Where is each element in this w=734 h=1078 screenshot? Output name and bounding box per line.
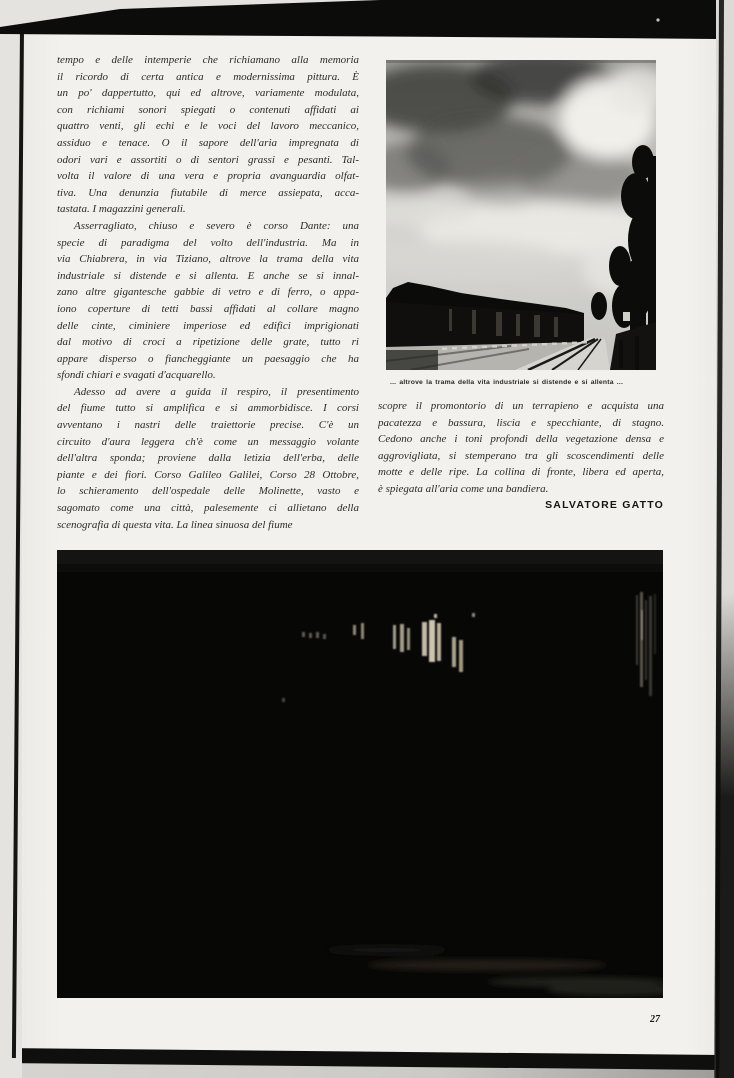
text-line: tempo e delle intemperie che richiamano alla memoria xyxy=(57,54,359,66)
text-line: assiduo e tenace. O il sapore dell'aria impregnata di xyxy=(57,136,359,149)
night-street-photo-art xyxy=(57,550,663,998)
paragraph xyxy=(378,398,664,497)
text-line: del fiume tutto si amplifica e si ammorbidisce. I corsi xyxy=(57,402,359,415)
text-line: sagomato come una città, palesemente ci allietano della xyxy=(57,502,359,515)
text-line: con richiami sonori spiegati o contenuti affidati ai xyxy=(57,103,359,116)
text-line: tastata. I magazzini generali. xyxy=(57,203,186,216)
industrial-road-photo xyxy=(386,60,656,370)
text-line: pacatezza e bassura, liscia e specchiante, di stagno. xyxy=(378,416,664,429)
paragraph xyxy=(57,384,359,533)
paragraph xyxy=(57,52,359,218)
text-line: appare disperso o fiancheggiante un paesaggio che ha xyxy=(57,352,359,365)
text-line: specie di paradigma del volto dell'industria. Ma in xyxy=(57,236,359,249)
text-line: è spiegata all'aria come una bandiera. xyxy=(378,482,549,495)
text-line: dal motivo di croci a ripetizione delle grate, tutto ri xyxy=(57,336,359,349)
text-line: circuito d'aura leggera ch'è come un messaggio volante xyxy=(57,435,359,448)
text-line: iono coperture di tetti bassi affidati al collare magno xyxy=(57,302,359,315)
text-line: piante e dei fiori. Corso Galileo Galilei, Corso 28 Ottobre, xyxy=(57,468,359,481)
text-line: zano altre gigantesche gabbie di vetro e di ferro, o appa- xyxy=(57,286,359,299)
text-line: dell'altra sponda; proviene dalla letizia dell'erba, delle xyxy=(57,452,359,465)
text-line: scenografia di questa vita. La linea sinuosa del fiume xyxy=(57,518,293,531)
text-line: quattro venti, gli echi e le voci del lavoro meccanico, xyxy=(57,120,359,133)
text-line: un po' dappertutto, qui ed altrove, variamente modulata, xyxy=(57,87,359,100)
text-line: tiva. Una denunzia fiutabile di merce assiepata, acca- xyxy=(57,186,359,199)
text-line: Asserragliato, chiuso e severo è corso Dante: una xyxy=(74,219,359,232)
text-line: delle cinte, ciminiere imperiose ed edifici imprigionati xyxy=(57,319,359,332)
text-line: industriale si distende e si allenta. E anche se si innal- xyxy=(57,269,359,282)
scan-right-shadow xyxy=(716,0,734,1078)
text-line: sfondi chiari e svagati d'acquarello. xyxy=(57,369,216,382)
text-line: via Chiabrera, in via Tiziano, altrove la trama della vita xyxy=(57,253,359,266)
text-line: avventano i nastri delle traiettorie precise. C'è un xyxy=(57,419,359,432)
text-line: aggrovigliata, si stemperano tra gli scoscendimenti delle xyxy=(378,449,664,462)
article-right-column xyxy=(378,398,664,497)
scan-top-edge-band xyxy=(0,0,734,42)
text-line: il ricordo di certa antica e modernissima pittura. È xyxy=(57,70,359,83)
scan-right-margin xyxy=(716,0,734,1078)
page-number: 27 xyxy=(650,1014,660,1025)
article-left-column xyxy=(57,52,359,533)
text-line: motte e delle ripe. La collina di fronte, libera ed aperta, xyxy=(378,466,664,478)
industrial-road-photo-art xyxy=(386,60,656,370)
text-line: odori vari e assortiti o di sentori grassi e pesanti. Tal- xyxy=(57,153,359,166)
author-byline: SALVATORE GATTO xyxy=(545,499,664,511)
photo-caption: ... altrove la trama della vita industriale si distende e si allenta ... xyxy=(390,379,624,386)
text-line: Cedono anche i toni profondi della vegetazione densa e xyxy=(378,433,664,445)
night-street-photo xyxy=(57,550,663,998)
text-line: volta il valore di una vera e propria avanguardia olfat- xyxy=(57,170,359,183)
paragraph xyxy=(57,218,359,384)
text-line: scopre il promontorio di un terrapieno e acquista una xyxy=(378,400,664,412)
text-line: Adesso ad avere a guida il respiro, il presentimento xyxy=(74,385,359,398)
text-line: lo schieramento dell'ospedale delle Molinette, vasto e xyxy=(57,485,359,498)
